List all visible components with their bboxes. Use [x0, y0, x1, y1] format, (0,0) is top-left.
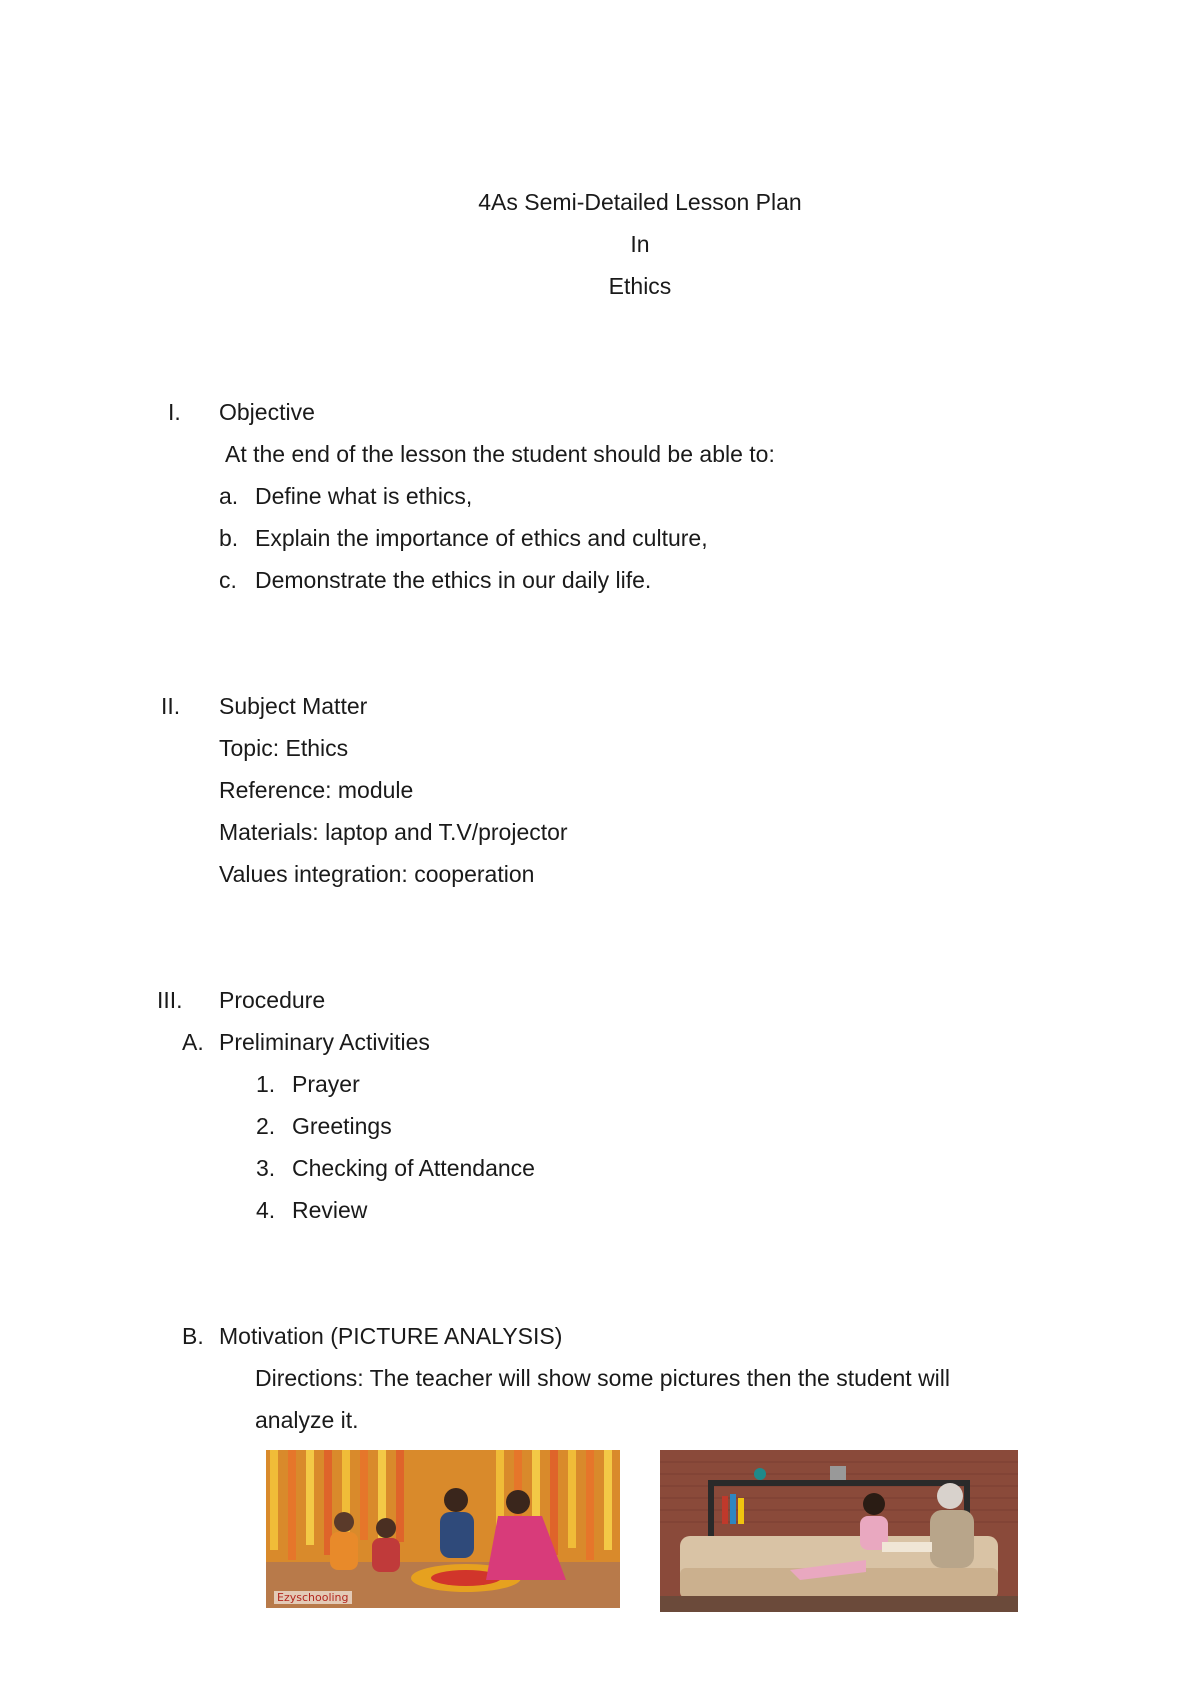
subsection-marker-motivation: B. [182, 1323, 204, 1349]
document-title: 4As Semi-Detailed Lesson Plan [478, 189, 802, 215]
motivation-directions-continued: analyze it. [255, 1407, 359, 1433]
subsection-marker-preliminary: A. [182, 1029, 204, 1055]
document-title-in: In [630, 231, 650, 257]
grandmother-reading-photo [660, 1450, 1018, 1612]
section-heading-subject-matter: Subject Matter [219, 693, 368, 719]
section-numeral-procedure: III. [157, 987, 183, 1013]
subject-matter-line: Materials: laptop and T.V/projector [219, 819, 568, 845]
motivation-directions: Directions: The teacher will show some pictures then the student will [255, 1365, 951, 1391]
objective-marker: b. [219, 525, 239, 551]
subject-matter-line: Topic: Ethics [219, 735, 349, 761]
section-heading-procedure: Procedure [219, 987, 326, 1013]
preliminary-marker: 1. [256, 1071, 276, 1097]
section-heading-objective: Objective [219, 399, 315, 425]
preliminary-item: Prayer [292, 1071, 360, 1097]
preliminary-marker: 4. [256, 1197, 276, 1223]
objective-item: Explain the importance of ethics and culture, [255, 525, 708, 551]
document-subject: Ethics [608, 273, 672, 299]
section-numeral-objective: I. [168, 399, 181, 425]
preliminary-marker: 2. [256, 1113, 276, 1139]
preliminary-item: Greetings [292, 1113, 392, 1139]
objective-marker: c. [219, 567, 237, 593]
ezyschooling-watermark: Ezyschooling [274, 1591, 352, 1604]
family-rangoli-photo [266, 1450, 620, 1608]
objective-intro: At the end of the lesson the student should be able to: [225, 441, 775, 467]
preliminary-item: Checking of Attendance [292, 1155, 535, 1181]
subsection-heading-preliminary: Preliminary Activities [219, 1029, 430, 1055]
preliminary-item: Review [292, 1197, 368, 1223]
subject-matter-line: Reference: module [219, 777, 414, 803]
preliminary-marker: 3. [256, 1155, 276, 1181]
objective-marker: a. [219, 483, 239, 509]
subject-matter-line: Values integration: cooperation [219, 861, 535, 887]
objective-item: Demonstrate the ethics in our daily life. [255, 567, 652, 593]
section-numeral-subject-matter: II. [161, 693, 181, 719]
subsection-heading-motivation: Motivation (PICTURE ANALYSIS) [219, 1323, 563, 1349]
objective-item: Define what is ethics, [255, 483, 473, 509]
